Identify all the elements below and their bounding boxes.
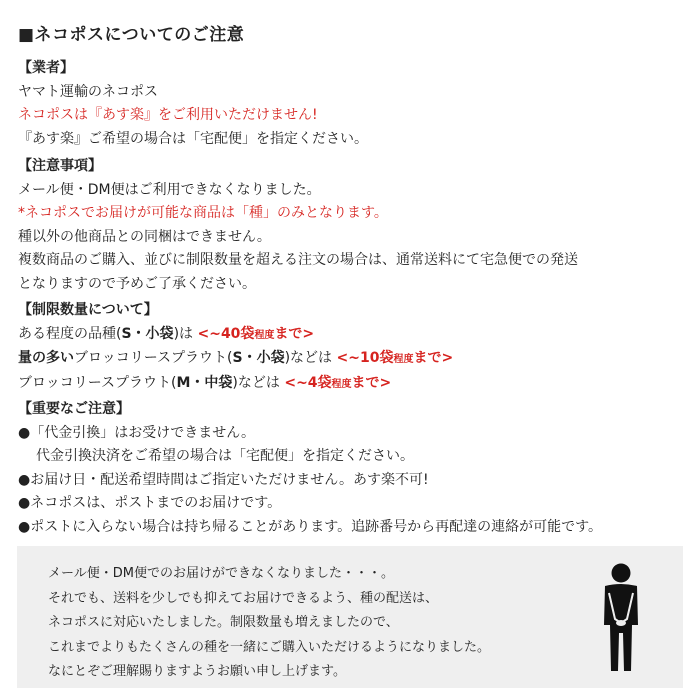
- notes-line: 複数商品のご購入、並びに制限数量を超える注文の場合は、通常送料にて宅急便での発送: [18, 252, 578, 268]
- important-item: ●お届け日・配送希望時間はご指定いただけません。あす楽不可!: [18, 471, 429, 488]
- vendor-line: ヤマト運輸のネコポス: [18, 83, 158, 100]
- notes-line: となりますので予めご了承ください。: [18, 275, 256, 292]
- notes-line: 種以外の他商品との同梱はできません。: [18, 228, 271, 245]
- bowing-person-icon: [596, 563, 646, 679]
- notes-warning: *ネコポスでお届けが可能な商品は「種」のみとなります。: [18, 205, 388, 221]
- limit-qty: <~4袋程度まで>: [284, 374, 392, 391]
- limit-text: )は: [173, 325, 198, 342]
- important-section: [18, 398, 602, 539]
- limits-heading: 【制限数量について】: [18, 302, 158, 318]
- limit-size: M・中袋: [176, 374, 233, 391]
- important-item: ●ネコポスは、ポストまでのお届けです。: [18, 495, 282, 511]
- notes-line: メール便・DM便はご利用できなくなりました。: [18, 181, 321, 198]
- limit-size: S・小袋: [121, 325, 174, 342]
- vendor-warning: ネコポスは『あす楽』をご利用いただけません!: [18, 107, 318, 123]
- vendor-heading: 【業者】: [18, 60, 74, 76]
- limit-text: ある程度の品種(: [18, 325, 122, 342]
- limit-row: [18, 323, 453, 348]
- vendor-section: [18, 57, 368, 151]
- limit-size: S・小袋: [232, 350, 285, 366]
- message-line: それでも、送料を少しでも抑えてお届けできるよう、種の配送は、: [48, 590, 439, 606]
- limit-row: [18, 372, 453, 397]
- limit-qty: <~40袋程度まで>: [197, 325, 315, 342]
- notes-heading: 【注意事項】: [18, 158, 102, 174]
- limit-text: )などは: [284, 350, 337, 366]
- message-text: [48, 562, 490, 685]
- message-line: ネコポスに対応いたしました。制限数量も増えましたので、: [48, 615, 399, 630]
- limit-row: [18, 347, 453, 372]
- notes-section: [18, 155, 578, 296]
- limit-text: )などは: [232, 374, 285, 391]
- page-title: ■ネコポスについてのご注意: [18, 25, 245, 45]
- limits-section: [18, 299, 453, 396]
- vendor-line: 『あす楽』ご希望の場合は「宅配便」を指定ください。: [18, 130, 368, 147]
- limit-text: ブロッコリースプラウト(: [74, 350, 233, 366]
- message-line: なにとぞご理解賜りますようお願い申し上げます。: [48, 664, 346, 679]
- message-line: メール便・DM便でのお届けができなくなりました・・・。: [48, 566, 394, 581]
- limit-text: ブロッコリースプラウト(: [18, 374, 177, 391]
- important-item: ●「代金引換」はお受けできません。: [18, 424, 256, 441]
- message-line: これまでよりもたくさんの種を一緒にご購入いただけるようになりました。: [48, 639, 491, 655]
- limit-qty: <~10袋程度まで>: [336, 350, 454, 366]
- limit-emphasis: 量の多い: [18, 350, 74, 366]
- important-item: 代金引換決済をご希望の場合は「宅配便」を指定ください。: [36, 448, 414, 464]
- important-item: ●ポストに入らない場合は持ち帰ることがあります。追跡番号から再配達の連絡が可能です。: [18, 518, 602, 535]
- important-heading: 【重要なご注意】: [18, 401, 130, 417]
